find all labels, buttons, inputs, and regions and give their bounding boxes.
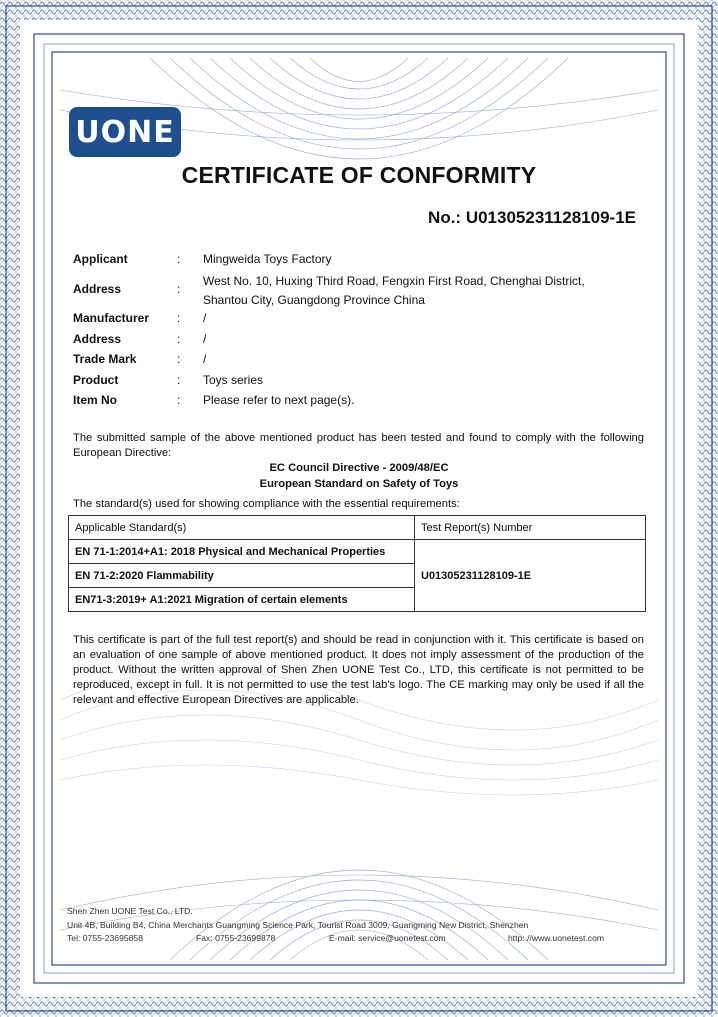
uone-logo bbox=[69, 107, 181, 157]
standards-table bbox=[68, 515, 646, 612]
field-label: Manufacturer bbox=[73, 311, 150, 325]
field-value: / bbox=[203, 352, 207, 366]
certificate-title: CERTIFICATE OF CONFORMITY bbox=[181, 162, 537, 188]
footer-address: Unit 4B, Building B4, China Merchants Guangming Science Park, Tourist Road 3009, Guangming New District, Shenzhen bbox=[67, 920, 529, 930]
field-label: Applicant bbox=[73, 252, 128, 266]
field-colon: : bbox=[177, 373, 181, 387]
table-row bbox=[69, 540, 646, 564]
field-colon: : bbox=[177, 332, 181, 346]
certificate-number bbox=[428, 208, 636, 228]
footer-email: E-mail: service@uonetest.com bbox=[329, 933, 446, 943]
field-label: Item No bbox=[73, 393, 118, 407]
footer-fax: Fax: 0755-23699878 bbox=[196, 933, 276, 943]
standards-intro: The standard(s) used for showing compliance with the essential requirements: bbox=[73, 498, 460, 510]
field-value: Mingweida Toys Factory bbox=[203, 252, 332, 266]
table-header-row bbox=[69, 516, 646, 540]
field-value: West No. 10, Huxing Third Road, Fengxin First Road, Chenghai District, bbox=[203, 274, 585, 288]
field-colon: : bbox=[177, 352, 181, 366]
standard-cell: EN 71-2:2020 Flammability bbox=[69, 564, 415, 588]
field-colon: : bbox=[177, 393, 181, 407]
field-colon: : bbox=[177, 311, 181, 325]
disclaimer-paragraph: This certificate is part of the full test report(s) and should be read in conjunction with it. This certificate is based on an evaluation of one sample of above mentioned product. It does not imply assessment of the production of the product. Without the written approval of Shen Zhen UONE Test Co., LTD, this certificate is not permitted to be reproduced, except in full. It is not permitted to use the test lab's logo. The CE marking may only be used if all the relevant and effective European Directives are applicable. bbox=[73, 634, 644, 706]
field-colon: : bbox=[177, 252, 181, 266]
standard-cell: EN 71-1:2014+A1: 2018 Physical and Mechanical Properties bbox=[69, 540, 415, 564]
standard-cell: EN71-3:2019+ A1:2021 Migration of certain elements bbox=[69, 588, 415, 612]
field-value: Toys series bbox=[203, 373, 264, 387]
field-value: / bbox=[203, 311, 207, 325]
logo-text: UONE bbox=[75, 114, 175, 150]
field-value: / bbox=[203, 332, 207, 346]
footer-company: Shen Zhen UONE Test Co., LTD. bbox=[67, 906, 193, 916]
certificate-number-label: No.: bbox=[428, 208, 462, 227]
field-value: Please refer to next page(s). bbox=[203, 393, 355, 407]
footer-website: http: //www.uonetest.com bbox=[508, 933, 605, 943]
report-number-cell: U01305231128109-1E bbox=[415, 540, 646, 612]
field-value: Shantou City, Guangdong Province China bbox=[203, 293, 425, 307]
certificate-number-value: U01305231128109-1E bbox=[465, 208, 636, 227]
directive-line-2: European Standard on Safety of Toys bbox=[259, 478, 459, 490]
field-label: Product bbox=[73, 373, 119, 387]
field-label: Trade Mark bbox=[73, 352, 137, 366]
directive-line-1: EC Council Directive - 2009/48/EC bbox=[269, 462, 449, 474]
field-label: Address bbox=[73, 332, 122, 346]
table-header: Test Report(s) Number bbox=[415, 516, 646, 540]
field-label: Address bbox=[73, 282, 122, 296]
footer-tel: Tel: 0755-23695858 bbox=[67, 933, 143, 943]
field-colon: : bbox=[177, 282, 181, 296]
intro-paragraph: The submitted sample of the above mentioned product has been tested and found to comply with the following European Directive: bbox=[73, 432, 644, 459]
table-header: Applicable Standard(s) bbox=[69, 516, 415, 540]
